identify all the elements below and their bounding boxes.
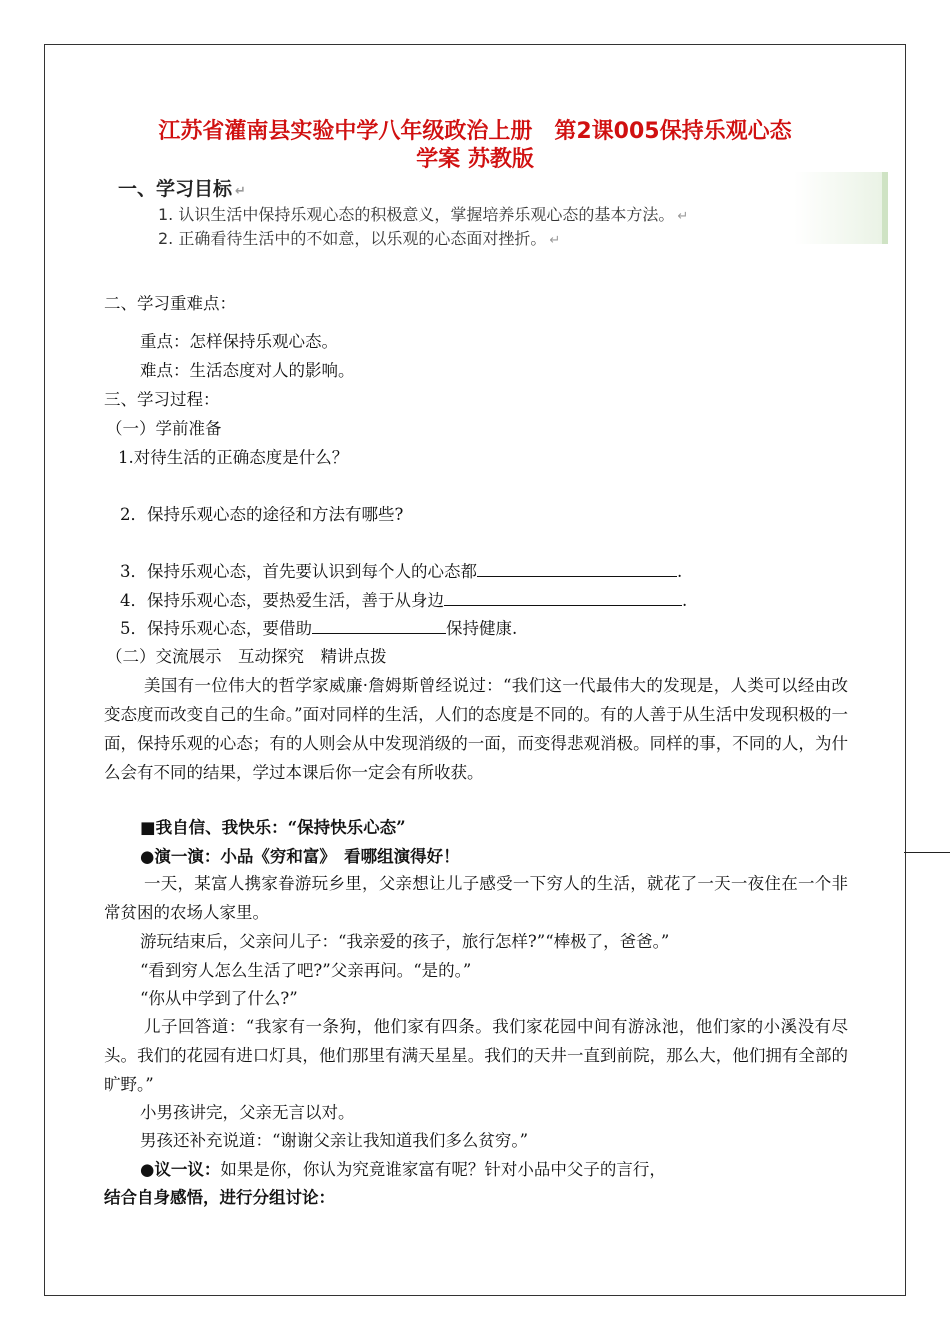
question-1: 1.对待生活的正确态度是什么？ [118, 448, 349, 467]
discussion-prompt [140, 1159, 666, 1181]
goal-item-1: 1. 认识生活中保持乐观心态的积极意义，掌握培养乐观心态的基本方法。 ↵ [158, 205, 689, 224]
story-paragraph-3: “看到穷人怎么生活了吧?”父亲再问。“是的。” [140, 961, 472, 980]
subsection-prep: （一）学前准备 [106, 419, 222, 438]
story-paragraph-7: 男孩还补充说道：“谢谢父亲让我知道我们多么贫穷。” [140, 1131, 529, 1150]
question-2: 2．保持乐观心态的途径和方法有哪些? [120, 505, 404, 524]
activity-heading: ■我自信、我快乐：“保持快乐心态” [140, 818, 406, 837]
story-paragraph-5: 儿子回答道：“我家有一条狗，他们家有四条。我们家花园中间有游泳池，他们家的小溪没有尽头。我们的花园有进口灯具，他们那里有满天星星。我们的天井一直到前院，那么大，他们拥有全部的旷野。” [104, 1017, 848, 1094]
goal-item-2: 2. 正确看待生活中的不如意，以乐观的心态面对挫折。 ↵ [158, 229, 561, 248]
section2-heading: 二、学习重难点： [104, 294, 236, 313]
key-point: 重点：怎样保持乐观心态。 [140, 332, 338, 351]
margin-line [904, 852, 950, 853]
discussion-label: ●议一议： [140, 1160, 221, 1179]
document-title-line1: 江苏省灌南县实验中学八年级政治上册 第2课005保持乐观心态 [158, 119, 792, 144]
fill-blank-3[interactable] [477, 560, 677, 577]
story-paragraph-2: 游玩结束后，父亲问儿子：“我亲爱的孩子，旅行怎样?”“棒极了，爸爸。” [140, 932, 670, 951]
question-5: 5．保持乐观心态，要借助 保持健康. [120, 619, 518, 638]
discussion-text: 如果是你，你认为究竟谁家富有呢？针对小品中父子的言行， [220, 1160, 666, 1179]
discussion-instruction: 结合自身感悟，进行分组讨论： [104, 1188, 335, 1207]
story-paragraph-4: “你从中学到了什么?” [140, 989, 298, 1008]
document-title-line2: 学案 苏教版 [416, 147, 534, 172]
subsection-exchange: （二）交流展示 互动探究 精讲点拨 [106, 647, 387, 666]
section3-heading: 三、学习过程： [104, 390, 220, 409]
fill-blank-5[interactable] [312, 617, 446, 634]
learning-goals-box [106, 172, 888, 248]
story-paragraph-1: 一天，某富人携家眷游玩乡里，父亲想让儿子感受一下穷人的生活，就花了一天一夜住在一个非常贫困的农场人家里。 [104, 874, 848, 922]
question-3: 3．保持乐观心态，首先要认识到每个人的心态都 . [120, 562, 683, 581]
intro-paragraph: 美国有一位伟大的哲学家威廉·詹姆斯曾经说过：“我们这一代最伟大的发现是，人类可以经由改变态度而改变自己的生命。”面对同样的生活，人们的态度是不同的。有的人善于从生活中发现积极的一面，保持乐观的心态；有的人则会从中发现消级的一面，而变得悲观消极。同样的事，不同的人，为什么会有不同的结果，学过本课后你一定会有所收获。 [104, 676, 848, 782]
question-4: 4．保持乐观心态，要热爱生活，善于从身边 . [120, 591, 688, 610]
skit-heading: ●演一演：小品《穷和富》 看哪组演得好！ [140, 847, 460, 866]
fill-blank-4[interactable] [444, 589, 682, 606]
goal-box-accent [882, 172, 888, 244]
story-paragraph-6: 小男孩讲完，父亲无言以对。 [140, 1103, 355, 1122]
difficulty-point: 难点：生活态度对人的影响。 [140, 361, 355, 380]
goals-heading: 一、学习目标 ↵ [118, 178, 246, 200]
